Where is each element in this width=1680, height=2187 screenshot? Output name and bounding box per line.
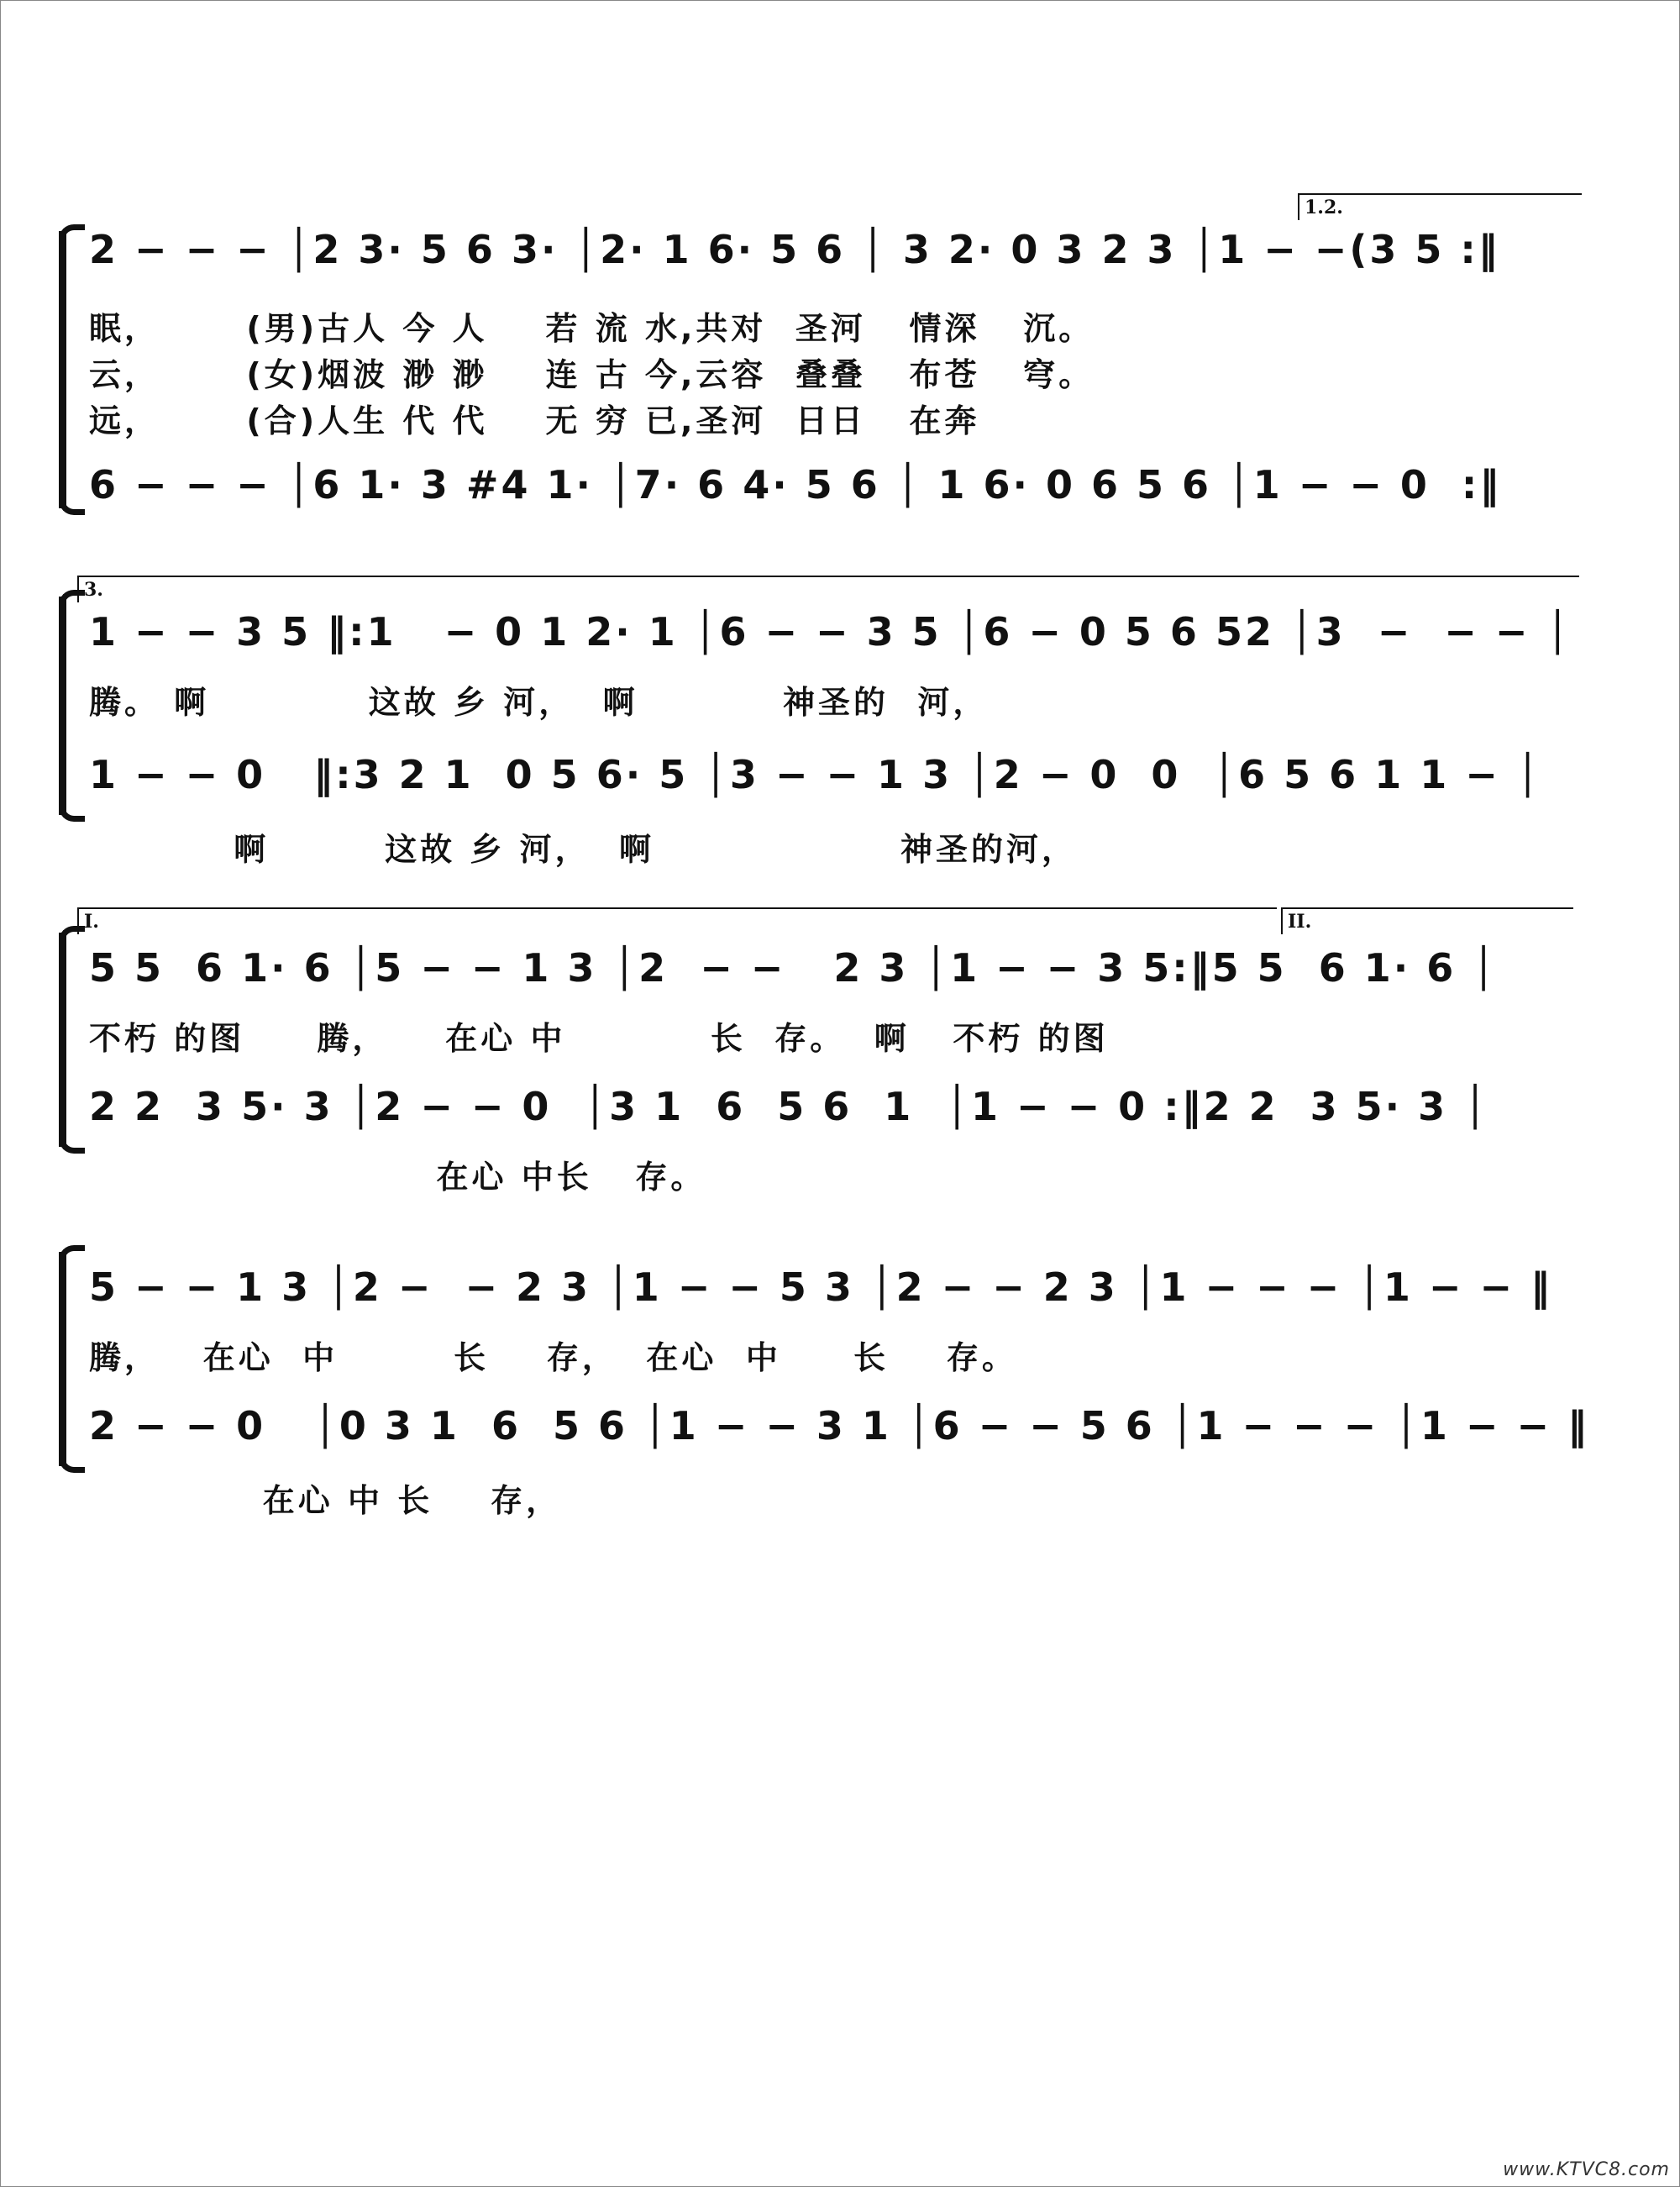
lyric-line-3: 远， (合)人生 代 代 无 穷 已,圣河 日日 在奔 xyxy=(89,402,980,439)
volta-bracket-1: I. xyxy=(77,907,1277,934)
system-bracket xyxy=(59,231,85,508)
volta-bracket: 1.2. xyxy=(1298,193,1582,220)
upper-voice-notes: 5 5 6 1· 6 │5 − − 1 3 │2 − − 2 3 │1 − − 3 5:‖5 5 6 1· 6 │ xyxy=(89,945,1498,991)
lower-voice-notes: 1 − − 0 ‖:3 2 1 0 5 6· 5 │3 − − 1 3 │2 − 0 0 │6 5 6 1 1 − │ xyxy=(89,752,1542,797)
system-1 xyxy=(59,197,1579,517)
system-bracket xyxy=(59,1252,85,1466)
lyric-line-2: 在心 中 长 存， xyxy=(89,1482,562,1519)
volta-bracket-2: II. xyxy=(1281,907,1573,934)
system-3 xyxy=(59,912,1579,1197)
lyric-line-1: 腾。 啊 这故 乡 河， 啊 神圣的 河， xyxy=(89,684,989,721)
volta-bracket: 3. xyxy=(77,576,1579,602)
lyric-line-1: 眠， (男)古人 今 人 若 流 水,共对 圣河 情深 沉。 xyxy=(89,310,1095,347)
upper-voice-notes: 1 − − 3 5 ‖:1 − 0 1 2· 1 │6 − − 3 5 │6 − 0 5 6 52 │3 − − − │ xyxy=(89,609,1572,655)
lyric-line-1: 腾， 在心 中 长 存， 在心 中 长 存。 xyxy=(89,1339,1017,1376)
lower-voice-notes: 2 − − 0 │0 3 1 6 5 6 │1 − − 3 1 │6 − − 5 6 │1 − − − │1 − − ‖ xyxy=(89,1403,1590,1448)
lyric-line-2: 云， (女)烟波 渺 渺 连 古 今,云容 叠叠 布苍 穹。 xyxy=(89,356,1095,393)
lower-voice-notes: 2 2 3 5· 3 │2 − − 0 │3 1 6 5 6 1 │1 − − 0 :‖2 2 3 5· 3 │ xyxy=(89,1084,1489,1129)
lower-voice-notes: 6 − − − │6 1· 3 #4 1· │7· 6 4· 5 6 │ 1 6· 0 6 5 6 │1 − − 0 :‖ xyxy=(89,462,1502,507)
site-watermark: www.KTVC8.com xyxy=(1503,2159,1670,2180)
system-bracket xyxy=(59,933,85,1147)
system-bracket xyxy=(59,597,85,815)
lyric-line-2: 啊 这故 乡 河， 啊 神圣的河， xyxy=(89,831,1077,868)
system-4 xyxy=(59,1235,1590,1521)
system-2 xyxy=(59,579,1579,868)
upper-voice-notes: 2 − − − │2 3· 5 6 3· │2· 1 6· 5 6 │ 3 2· 0 3 2 3 │1 − −(3 5 :‖ xyxy=(89,227,1500,272)
upper-voice-notes: 5 − − 1 3 │2 − − 2 3 │1 − − 5 3 │2 − − 2 3 │1 − − − │1 − − ‖ xyxy=(89,1264,1553,1310)
lyric-line-1: 不朽 的图 腾， 在心 中 长 存。 啊 不朽 的图 xyxy=(89,1020,1109,1057)
lyric-line-2: 在心 中长 存。 xyxy=(89,1159,706,1196)
